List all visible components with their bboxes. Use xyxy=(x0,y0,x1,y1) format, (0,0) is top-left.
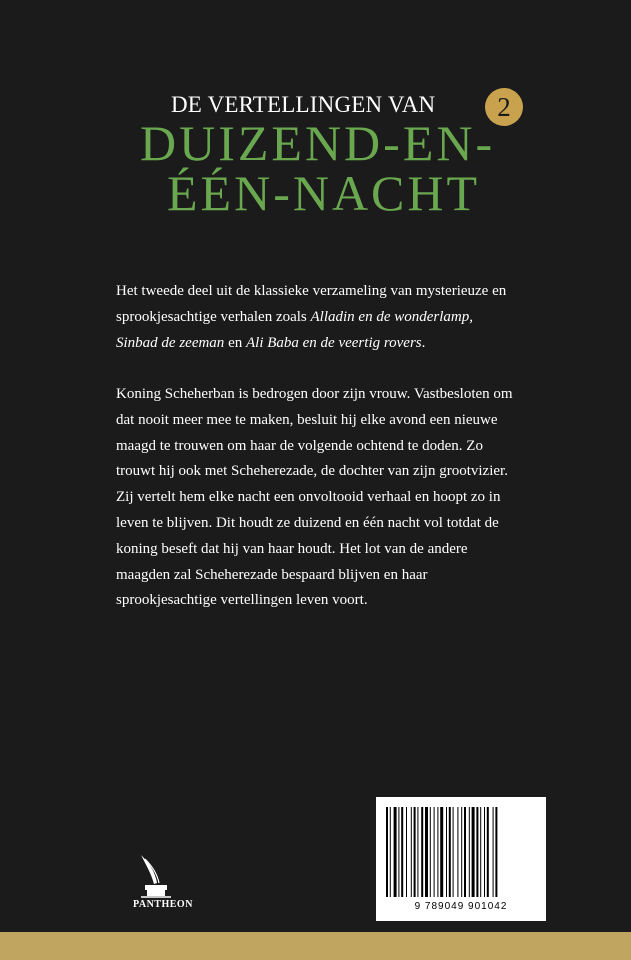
blurb-text: Het tweede deel uit de klassieke verzameling van mysterieuze en sprookjesachtige verhalen zoals xyxy=(116,283,507,325)
blurb-paragraph-1 xyxy=(116,279,516,356)
series-title: DE VERTELLINGEN VAN xyxy=(171,92,436,117)
blurb-text: . xyxy=(421,334,426,351)
gold-bottom-strip xyxy=(0,932,631,960)
barcode-bars xyxy=(384,807,538,899)
book-title-line-2: ÉÉN-NACHT xyxy=(167,165,481,221)
book-title-line-1: DUIZEND-EN- xyxy=(140,115,496,171)
blurb-text: en xyxy=(224,334,246,351)
story-title-alladin: Alladin en de wonderlamp, xyxy=(310,308,473,325)
isbn-barcode xyxy=(376,797,546,921)
isbn-number: 9 789049 901042 xyxy=(414,901,508,912)
publisher-name: PANTHEON xyxy=(133,899,193,910)
story-title-sinbad: Sinbad de zeeman xyxy=(116,334,225,351)
quill-inkwell-icon xyxy=(133,853,173,899)
volume-number-badge: 2 xyxy=(485,88,523,126)
blurb-paragraph-2: Koning Scheherban is bedrogen door zijn vrouw. Vastbesloten om dat nooit meer mee te maken, besluit hij elke avond een nieuwe maagd te trouwen om haar de volgende ochtend te doden. Zo trouwt hij ook met Scheherezade, de dochter van zijn grootvizier. Zij vertelt hem elke nacht een onvoltooid verhaal en hoopt zo in leven te blijven. Dit houdt ze duizend en één nacht vol totdat de koning beseft dat hij van haar houdt. Het lot van de andere maagden zal Scheherezade bespaard blijven en haar sprookjesachtige vertellingen leven voort. xyxy=(116,386,513,609)
publisher-logo xyxy=(133,853,203,910)
story-title-ali-baba: Ali Baba en de veertig rovers xyxy=(245,334,422,351)
